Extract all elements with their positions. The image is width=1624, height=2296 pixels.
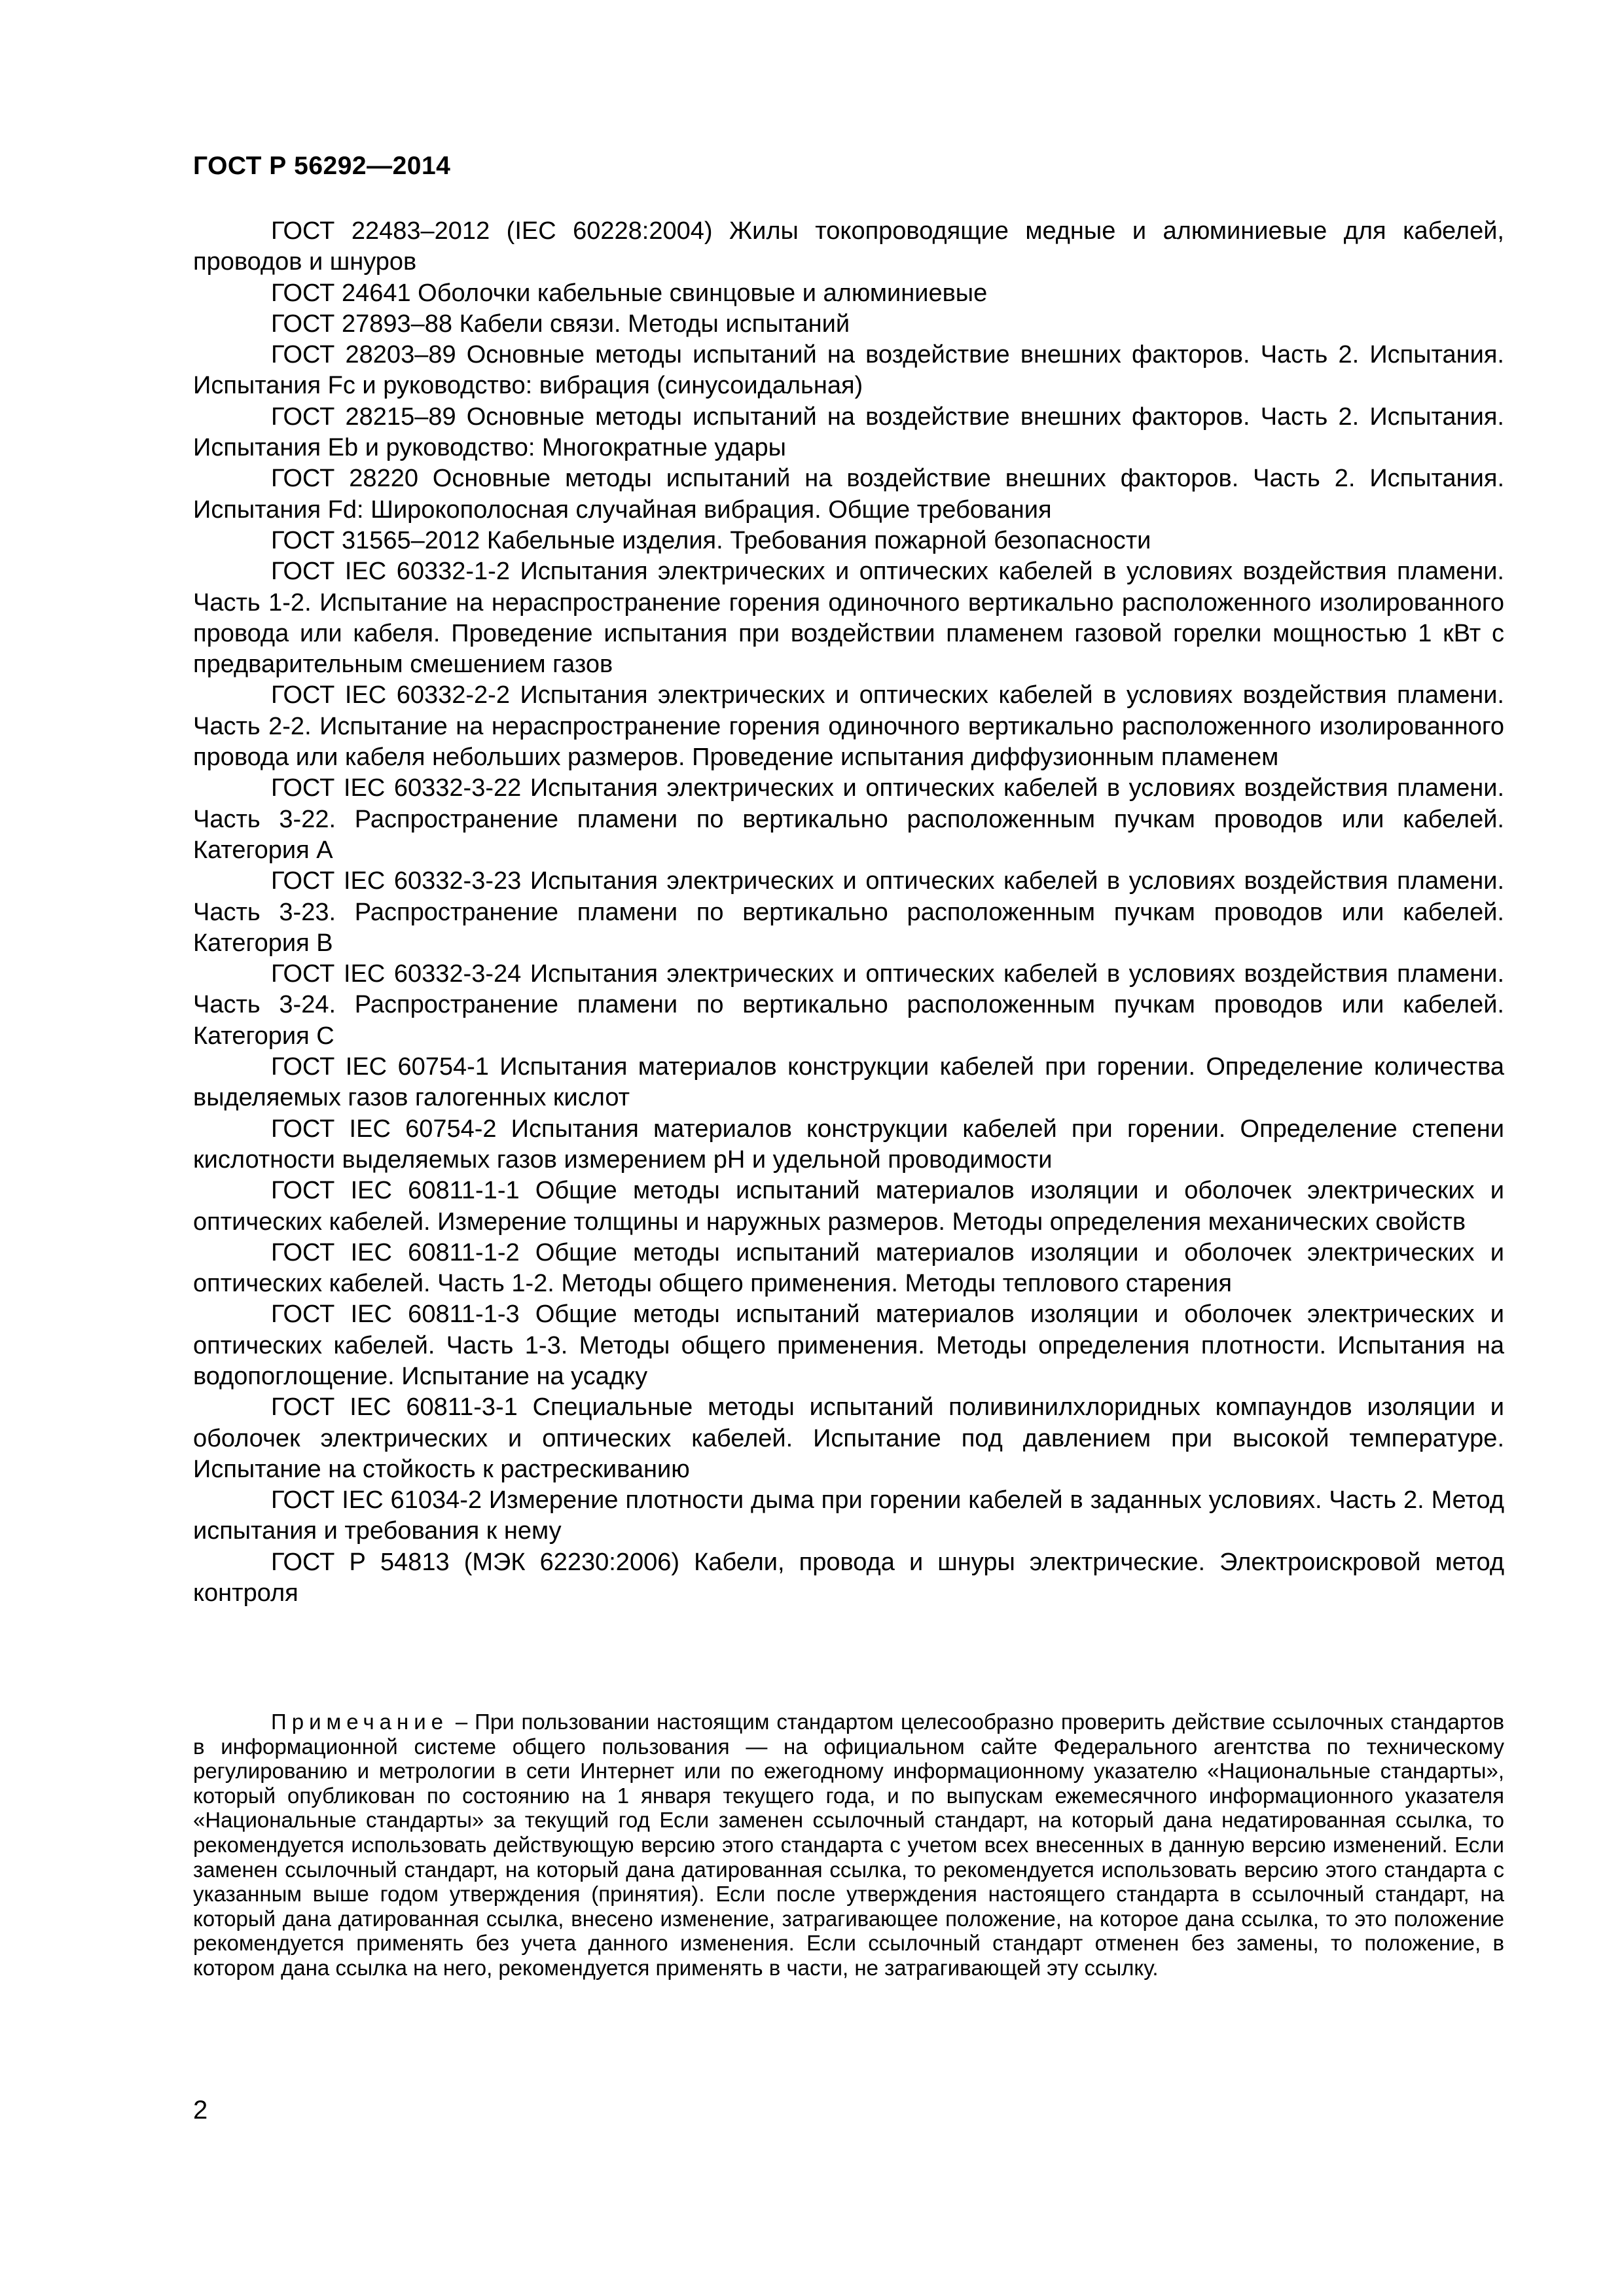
reference-item: ГОСТ IEC 60332-3-24 Испытания электрических и оптических кабелей в условиях воздействия пламени. Часть 3-24. Распространение пламени по вертикально расположенным пучкам проводов или кабелей. Категория С — [193, 960, 1504, 1050]
note-text: – При пользовании настоящим стандартом целесообразно проверить действие ссылочных стандартов в информационной системе общего пользования — на официальном сайте Федерального агентства по техническому регулированию и метрологии в сети Интернет или по ежегодному информационному указателю «Национальные стандарты», который опубликован по состоянию на 1 января текущего года, и по выпускам ежемесячного информационного указателя «Национальные стандарты» за текущий год Если заменен ссылочный стандарт, на который дана недатированная ссылка, то рекомендуется использовать действующую версию этого стандарта с учетом всех внесенных в данную версию изменений. Если заменен ссылочный стандарт, на который дана датированная ссылка, то рекомендуется использовать версию этого стандарта с указанным выше годом утверждения (принятия). Если после утверждения настоящего стандарта в ссылочный стандарт, на который дана датированная ссылка, внесено изменение, затрагивающее положение, на которое дана ссылка, то это положение рекомендуется применять без учета данного изменения. Если ссылочный стандарт отменен без замены, то положение, в котором дана ссылка на него, рекомендуется применять в части, не затрагивающей эту ссылку. — [193, 1710, 1504, 1980]
reference-item: ГОСТ IEC 60811-1-2 Общие методы испытаний материалов изоляции и оболочек электрических и оптических кабелей. Часть 1-2. Методы общего применения. Методы теплового старения — [193, 1238, 1504, 1298]
reference-item: ГОСТ IEC 60811-1-3 Общие методы испытаний материалов изоляции и оболочек электрических и оптических кабелей. Часть 1-3. Методы общего применения. Методы определения плотности. Испытания на водопоглощение. Испытание на усадку — [193, 1300, 1504, 1390]
reference-item: ГОСТ IEC 60754-1 Испытания материалов конструкции кабелей при горении. Определение количества выделяемых газов галогенных кислот — [193, 1053, 1504, 1112]
note-paragraph — [193, 1710, 1504, 1981]
reference-item: ГОСТ 28203–89 Основные методы испытаний на воздействие внешних факторов. Часть 2. Испытания. Испытания Fc и руководство: вибрация (синусоидальная) — [193, 341, 1504, 400]
reference-item: ГОСТ IEC 61034-2 Измерение плотности дыма при горении кабелей в заданных условиях. Часть 2. Метод испытания и требования к нему — [193, 1486, 1504, 1545]
reference-item: ГОСТ 24641 Оболочки кабельные свинцовые и алюминиевые — [271, 279, 988, 307]
page-number: 2 — [193, 2096, 208, 2125]
reference-item: ГОСТ 27893–88 Кабели связи. Методы испытаний — [271, 310, 850, 338]
reference-item: ГОСТ IEC 60332-3-23 Испытания электрических и оптических кабелей в условиях воздействия пламени. Часть 3-23. Распространение пламени по вертикально расположенным пучкам проводов или кабелей. Категория В — [193, 867, 1504, 957]
note-label: Примечание — [271, 1710, 449, 1734]
reference-item: ГОСТ IEC 60811-3-1 Специальные методы испытаний поливинилхлоридных компаундов изоляции и оболочек электрических и оптических кабелей. Испытание под давлением при высокой температуре. Испытание на стойкость к растрескиванию — [193, 1393, 1504, 1483]
reference-item: ГОСТ IEC 60332-3-22 Испытания электрических и оптических кабелей в условиях воздействия пламени. Часть 3-22. Распространение пламени по вертикально расположенным пучкам проводов или кабелей. Категория А — [193, 774, 1504, 864]
document-number-header: ГОСТ Р 56292—2014 — [193, 152, 451, 180]
normative-references-list — [193, 216, 1504, 1609]
reference-item: ГОСТ IEC 60332-1-2 Испытания электрических и оптических кабелей в условиях воздействия пламени. Часть 1-2. Испытание на нераспространение горения одиночного вертикально расположенного изолированного провода или кабеля. Проведение испытания при воздействии пламенем газовой горелки мощностью 1 кВт с предварительным смешением газов — [193, 558, 1504, 679]
reference-item: ГОСТ IEC 60811-1-1 Общие методы испытаний материалов изоляции и оболочек электрических и оптических кабелей. Измерение толщины и наружных размеров. Методы определения механических свойств — [193, 1177, 1504, 1236]
reference-item: ГОСТ 28220 Основные методы испытаний на воздействие внешних факторов. Часть 2. Испытания. Испытания Fd: Широкополосная случайная вибрация. Общие требования — [193, 465, 1504, 524]
reference-item: ГОСТ Р 54813 (МЭК 62230:2006) Кабели, провода и шнуры электрические. Электроискровой метод контроля — [193, 1548, 1504, 1607]
reference-item: ГОСТ 22483–2012 (IEC 60228:2004) Жилы токопроводящие медные и алюминиевые для кабелей, проводов и шнуров — [193, 217, 1504, 276]
reference-item: ГОСТ IEC 60332-2-2 Испытания электрических и оптических кабелей в условиях воздействия пламени. Часть 2-2. Испытание на нераспространение горения одиночного вертикально расположенного изолированного провода или кабеля небольших размеров. Проведение испытания диффузионным пламенем — [193, 681, 1504, 772]
reference-item: ГОСТ IEC 60754-2 Испытания материалов конструкции кабелей при горении. Определение степени кислотности выделяемых газов измерением рН и удельной проводимости — [193, 1115, 1504, 1174]
reference-item: ГОСТ 28215–89 Основные методы испытаний на воздействие внешних факторов. Часть 2. Испытания. Испытания Eb и руководство: Многократные удары — [193, 403, 1504, 462]
reference-item: ГОСТ 31565–2012 Кабельные изделия. Требования пожарной безопасности — [271, 526, 1151, 554]
